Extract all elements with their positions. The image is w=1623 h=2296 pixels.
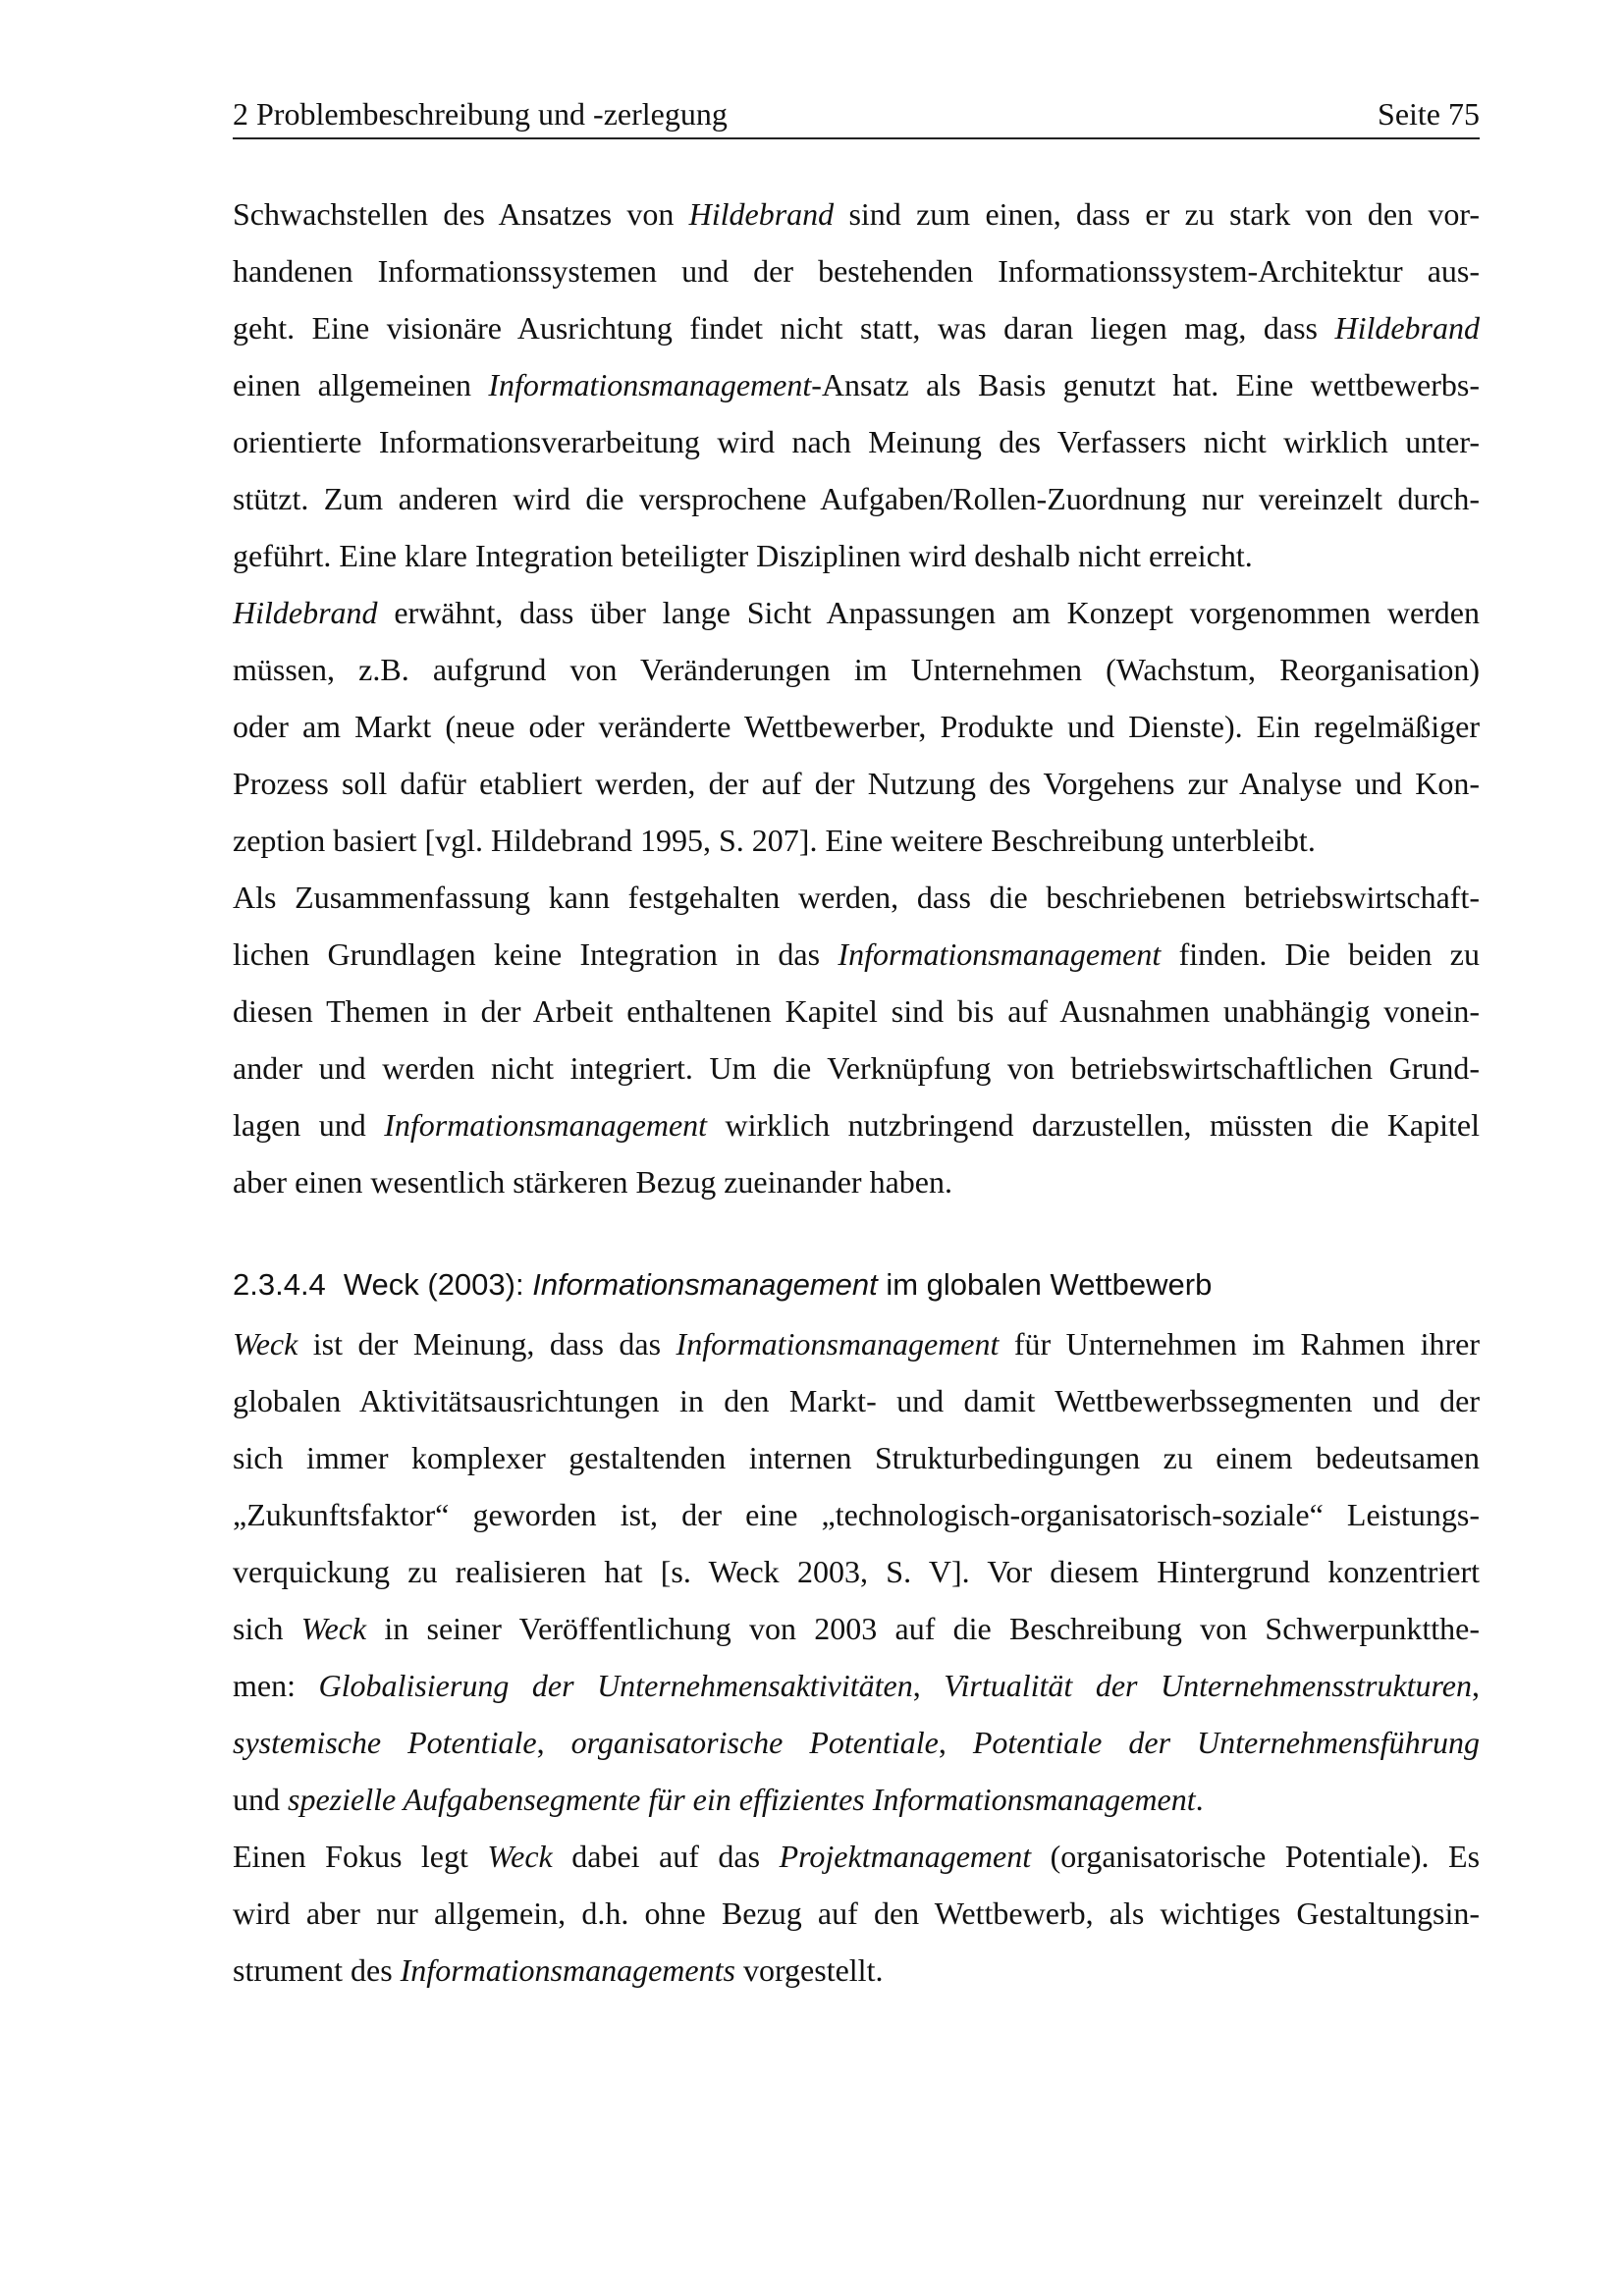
text-run: diesen Themen in der Arbeit enthaltenen Kapitel sind bis auf Ausnahmen unabhängig vonein- [233,993,1480,1029]
italic-term: Weck [487,1839,553,1874]
text-run: globalen Aktivitätsausrichtungen in den Markt- und damit Wettbewerbssegmenten und der [233,1383,1480,1418]
text-line [233,1828,1480,1885]
italic-term: Informationsmanagement [676,1326,1000,1362]
text-run: in seiner Veröffentlichung von 2003 auf die Beschreibung von Schwerpunktthe- [366,1611,1480,1646]
text-run: Einen Fokus legt [233,1839,488,1874]
text-run: wird aber nur allgemein, d.h. ohne Bezug auf den Wettbewerb, als wichtiges Gestaltungsin- [233,1896,1480,1931]
text-line [233,356,1480,413]
text-line [233,527,1480,584]
text-line [233,1600,1480,1657]
text-line [233,641,1480,698]
text-run: geführt. Eine klare Integration beteiligter Disziplinen wird deshalb nicht erreicht. [233,538,1253,573]
italic-term: organisatorische Potentiale [570,1725,939,1760]
text-run: lagen und [233,1107,385,1143]
section-heading [233,1256,1212,1313]
italic-term: Projektmanagement [779,1839,1032,1874]
text-line [233,698,1480,755]
text-run: einen allgemeinen [233,367,489,402]
page-header [233,94,1480,133]
text-run: vorgestellt. [734,1952,884,1988]
page-number: Seite 75 [1378,96,1480,132]
italic-term: Informationsmanagements [400,1952,735,1988]
text-line [233,812,1480,869]
text-line [233,1315,1480,1372]
text-line [233,1372,1480,1429]
text-line [233,413,1480,470]
text-line [233,926,1480,983]
text-run: sich [233,1611,301,1646]
italic-term: Informationsmanagement [838,936,1162,972]
body-text-block-1 [233,186,1480,1210]
text-run: , [1472,1668,1480,1703]
text-run: zeption basiert [vgl. Hildebrand 1995, S. 207]. Eine weitere Beschreibung unterbleibt. [233,823,1316,858]
text-run: geht. Eine visionäre Ausrichtung findet nicht statt, was daran liegen mag, dass [233,310,1335,346]
text-line [233,1714,1480,1771]
section-number: 2.3.4.4 [233,1267,326,1302]
text-run: „Zukunftsfaktor“ geworden ist, der eine „technologisch-organisatorisch-soziale“ Leistungs- [233,1497,1480,1532]
header-rule [233,137,1480,139]
text-run: müssen, z.B. aufgrund von Veränderungen im Unternehmen (Wachstum, Reorganisation) [233,652,1480,687]
text-run: ander und werden nicht integriert. Um die Verknüpfung von betriebswirtschaftlichen Grund- [233,1050,1480,1086]
text-run: sich immer komplexer gestaltenden internen Strukturbedingungen zu einem bedeutsamen [233,1440,1480,1475]
text-run: Prozess soll dafür etabliert werden, der auf der Nutzung des Vorgehens zur Analyse und Kon- [233,766,1480,801]
section-title-italic: Informationsmanagement [532,1267,878,1302]
text-line [233,983,1480,1040]
text-line [233,1543,1480,1600]
italic-term: Informationsmanagement [488,367,812,402]
text-run: oder am Markt (neue oder veränderte Wettbewerber, Produkte und Dienste). Ein regelmäßiger [233,709,1480,744]
text-line [233,242,1480,299]
text-run: , [912,1668,945,1703]
text-run: -Ansatz als Basis genutzt hat. Eine wettbewerbs- [811,367,1480,402]
text-line [233,186,1480,242]
text-run: sind zum einen, dass er zu stark von den vor- [834,196,1480,232]
text-run: dabei auf das [552,1839,780,1874]
text-run: men: [233,1668,319,1703]
text-run: . [1195,1782,1204,1817]
text-line [233,1429,1480,1486]
text-run: und [233,1782,288,1817]
text-line [233,1771,1480,1828]
italic-term: Virtualität der Unternehmensstrukturen [944,1668,1472,1703]
text-line [233,755,1480,812]
text-run: finden. Die beiden zu [1161,936,1480,972]
text-run: , [938,1725,973,1760]
italic-term: spezielle Aufgabensegmente für ein effizientes Informationsmanagement [288,1782,1196,1817]
text-line [233,1153,1480,1210]
italic-term: Hildebrand [1334,310,1480,346]
text-run: für Unternehmen im Rahmen ihrer [999,1326,1480,1362]
text-run: handenen Informationssystemen und der bestehenden Informationssystem-Architektur aus- [233,253,1480,289]
italic-term: Globalisierung der Unternehmensaktivitäten [318,1668,913,1703]
text-line [233,1942,1480,1999]
text-run: lichen Grundlagen keine Integration in das [233,936,839,972]
text-line [233,299,1480,356]
italic-term: Weck [233,1326,298,1362]
italic-term: Hildebrand [688,196,835,232]
text-run: wirklich nutzbringend darzustellen, müssten die Kapitel [707,1107,1480,1143]
text-line [233,1096,1480,1153]
text-line [233,1657,1480,1714]
italic-term: Informationsmanagement [384,1107,708,1143]
text-run: Als Zusammenfassung kann festgehalten werden, dass die beschriebenen betriebswirtschaft- [233,880,1480,915]
text-line [233,869,1480,926]
text-line [233,584,1480,641]
section-title-post: im globalen Wettbewerb [877,1267,1213,1302]
text-run: strument des [233,1952,401,1988]
text-run: ist der Meinung, dass das [298,1326,676,1362]
text-line [233,1040,1480,1096]
section-title-pre: Weck (2003): [343,1267,533,1302]
text-run: stützt. Zum anderen wird die versprochene Aufgaben/Rollen-Zuordnung nur vereinzelt durch- [233,481,1480,516]
text-run: verquickung zu realisieren hat [s. Weck 2003, S. V]. Vor diesem Hintergrund konzentriert [233,1554,1480,1589]
italic-term: systemische Potentiale [233,1725,537,1760]
italic-term: Potentiale der Unternehmensführung [972,1725,1480,1760]
body-text-block-2 [233,1315,1480,1999]
italic-term: Hildebrand [233,595,378,630]
text-line [233,1885,1480,1942]
text-run: , [536,1725,571,1760]
text-run: erwähnt, dass über lange Sicht Anpassungen am Konzept vorgenommen werden [377,595,1480,630]
text-run: orientierte Informationsverarbeitung wird nach Meinung des Verfassers nicht wirklich unter- [233,424,1480,459]
text-run: aber einen wesentlich stärkeren Bezug zueinander haben. [233,1164,952,1200]
text-run: (organisatorische Potentiale). Es [1031,1839,1480,1874]
text-run: Schwachstellen des Ansatzes von [233,196,689,232]
italic-term: Weck [300,1611,367,1646]
chapter-title: 2 Problembeschreibung und -zerlegung [233,96,728,132]
text-line [233,470,1480,527]
text-line [233,1486,1480,1543]
